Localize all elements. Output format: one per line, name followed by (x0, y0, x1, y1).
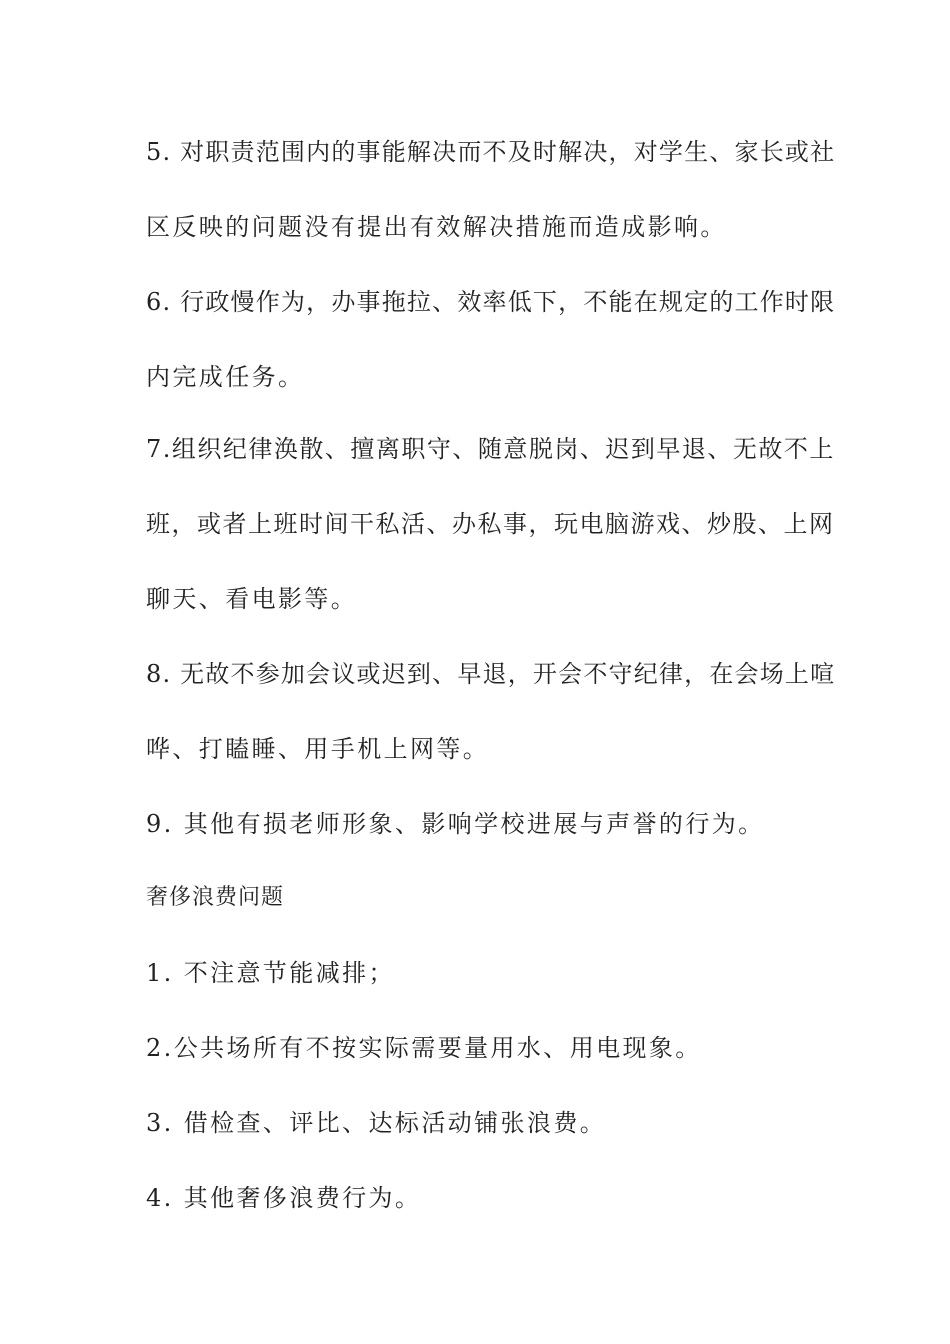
paragraph-8-line-1: 8. 无故不参加会议或迟到、早退，开会不守纪律，在会场上喧 (146, 660, 836, 688)
section-item-2: 2.公共场所有不按实际需要量用水、用电现象。 (146, 1034, 702, 1062)
section-item-3: 3. 借检查、评比、达标活动铺张浪费。 (146, 1109, 607, 1137)
paragraph-7-line-2: 班，或者上班时间干私活、办私事，玩电脑游戏、炒股、上网 (146, 510, 835, 538)
section-heading: 奢侈浪费问题 (146, 885, 285, 910)
paragraph-6-line-2: 内完成任务。 (146, 363, 305, 391)
paragraph-8-line-2: 哗、打瞌睡、用手机上网等。 (146, 735, 490, 763)
paragraph-6-line-1: 6. 行政慢作为，办事拖拉、效率低下，不能在规定的工作时限 (146, 288, 836, 316)
paragraph-7-line-1: 7.组织纪律涣散、擅离职守、随意脱岗、迟到早退、无故不上 (146, 435, 835, 463)
paragraph-5-line-2: 区反映的问题没有提出有效解决措施而造成影响。 (146, 213, 727, 241)
section-item-4: 4. 其他奢侈浪费行为。 (146, 1184, 422, 1212)
paragraph-7-line-3: 聊天、看电影等。 (146, 585, 358, 613)
paragraph-5-line-1: 5. 对职责范围内的事能解决而不及时解决，对学生、家长或社 (146, 138, 836, 166)
paragraph-9-line-1: 9. 其他有损老师形象、影响学校进展与声誉的行为。 (146, 810, 765, 838)
section-item-1: 1. 不注意节能减排； (146, 959, 395, 987)
